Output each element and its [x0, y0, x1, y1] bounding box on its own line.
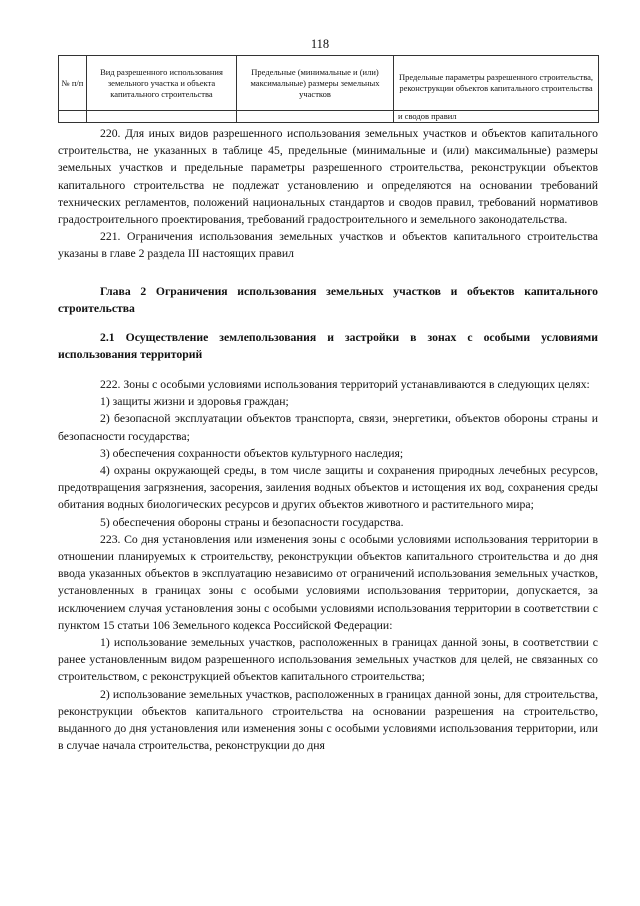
body-text-block [58, 376, 598, 754]
list-item: 2) безопасной эксплуатации объектов транспорта, связи, энергетики, объектов обороны страны и безопасности государства; [58, 412, 598, 443]
paragraph-222: 222. Зоны с особыми условиями использования территорий устанавливаются в следующих целях: [100, 378, 590, 391]
table-cell [237, 111, 394, 123]
table-cell: и сводов правил [394, 111, 599, 123]
section-heading-block [58, 329, 598, 363]
paragraph-223: 223. Со дня установления или изменения зоны с особыми условиями использования территории в отношении планируемых к строительству, реконструкции объектов капитального строительства и до дня ввода указанных объектов в эксплуатацию независимо от ограничений использования земельных участков, установленных в границах зоны с особыми условиями использования территории, допускается, за исключением случая установления зоны с особыми условиями использования территории в соответствии с пунктом 15 статьи 106 Земельного кодекса Российской Федерации: [58, 532, 598, 632]
table-cell [87, 111, 237, 123]
table-cell [59, 111, 87, 123]
paragraph-220: 220. Для иных видов разрешенного использования земельных участков и объектов капитального строительства, не указанных в таблице 45, предельные (минимальные и (или) максимальные) размеры земельных участков и предельные параметры разрешенного строительства, реконструкции объектов капитального строительства не подлежат установлению и определяются на основании требований технических регламентов, положений национальных стандартов и сводов правил, требований нормативов градостроительного проектирования, требований градостроительного и земельного законодательства. [58, 127, 598, 227]
list-item: 4) охраны окружающей среды, в том числе защиты и сохранения природных лечебных ресурсов, предотвращения загрязнения, засорения, заиления водных объектов и истощения их вод, сохранения среды обитания водных биологических ресурсов и других объектов животного и растительного мира; [58, 464, 598, 512]
list-item: 5) обеспечения обороны страны и безопасности государства. [100, 515, 404, 529]
list-item: 3) обеспечения сохранности объектов культурного наследия; [100, 446, 404, 460]
list-item: 2) использование земельных участков, расположенных в границах данной зоны, для строительства, реконструкции объектов капитального строительства на основании разрешения на строительство, выданного до дня установления или изменения зоны с особыми условиями использования территории, или в случае начала строительства, реконструкции до дня [58, 687, 598, 753]
table-header-use-type: Вид разрешенного использования земельного участка и объекта капитального строительства [87, 56, 237, 111]
chapter-heading: Глава 2 Ограничения использования земельных участков и объектов капитального строительства [58, 285, 598, 316]
table-header-number: № п/п [59, 56, 87, 111]
table-header-construction-params: Предельные параметры разрешенного строительства, реконструкции объектов капитального строительства [394, 56, 599, 111]
list-item: 1) использование земельных участков, расположенных в границах данной зоны, в соответствии с ранее установленным видом разрешенного использования земельных участков для целей, не связанных со строительством, с реконструкцией объектов капитального строительства; [58, 636, 598, 684]
paragraph-221: 221. Ограничения использования земельных участков и объектов капитального строительства указаны в главе 2 раздела III настоящих правил [58, 230, 598, 261]
table-header-plot-sizes: Предельные (минимальные и (или) максимальные) размеры земельных участков [237, 56, 394, 111]
list-item: 1) защиты жизни и здоровья граждан; [100, 395, 289, 409]
body-text-block [58, 125, 598, 263]
table-header-row [59, 56, 599, 111]
page-number: 118 [310, 37, 330, 51]
section-heading: 2.1 Осуществление землепользования и застройки в зонах с особыми условиями использования территорий [58, 331, 598, 362]
table-row [59, 111, 599, 123]
chapter-heading-block [58, 283, 598, 317]
parameters-table [58, 55, 599, 123]
